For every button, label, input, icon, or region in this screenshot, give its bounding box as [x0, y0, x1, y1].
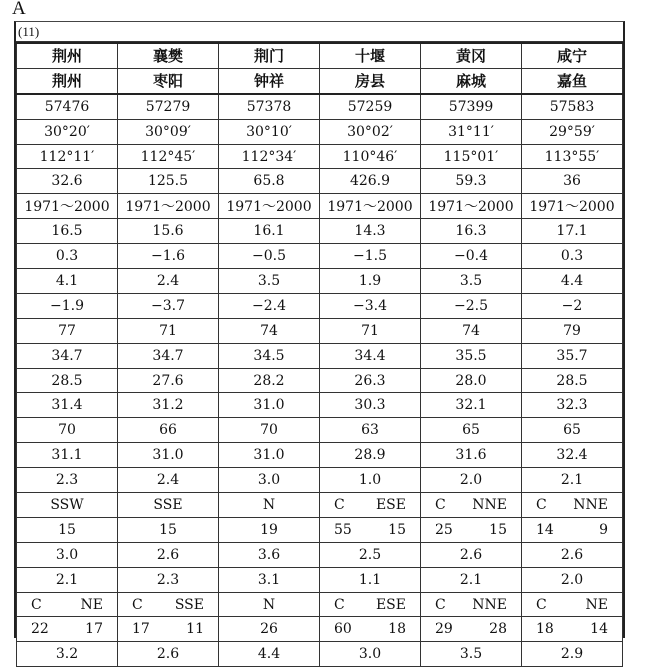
table-cell: −3.4: [320, 293, 421, 318]
table-cell: 1.1: [320, 567, 421, 592]
table-row: [17, 318, 623, 343]
table-cell: 57583: [522, 94, 623, 119]
table-cell: 30°20′: [17, 119, 118, 144]
table-cell: 麻城: [421, 68, 522, 93]
table-cell: C ESE: [320, 493, 421, 518]
table-cell: 31.6: [421, 443, 522, 468]
table-cell: 荆门: [219, 43, 320, 68]
table-cell: 77: [17, 318, 118, 343]
table-cell: 29°59′: [522, 119, 623, 144]
table-cell: −2.5: [421, 293, 522, 318]
table-cell: 31.0: [219, 443, 320, 468]
table-cell: 18 14: [522, 617, 623, 642]
table-cell: 71: [320, 318, 421, 343]
table-cell: 3.0: [320, 642, 421, 667]
table-cell: 31.0: [219, 393, 320, 418]
table-cell: 30°10′: [219, 119, 320, 144]
table-cell: 27.6: [118, 368, 219, 393]
table-cell: 28.5: [522, 368, 623, 393]
table-cell: 115°01′: [421, 144, 522, 169]
table-cell: −0.5: [219, 244, 320, 269]
table-cell: 22 17: [17, 617, 118, 642]
table-cell: 32.4: [522, 443, 623, 468]
table-cell: 71: [118, 318, 219, 343]
table-row: [17, 343, 623, 368]
table-cell: 19: [219, 517, 320, 542]
table-cell: 28.2: [219, 368, 320, 393]
table-cell: −1.5: [320, 244, 421, 269]
table-cell: SSW: [17, 493, 118, 518]
table-row: [17, 43, 623, 68]
table-cell: 74: [421, 318, 522, 343]
table-cell: 36: [522, 169, 623, 194]
table-cell: 2.3: [17, 468, 118, 493]
table-cell: 57378: [219, 94, 320, 119]
table-row: [17, 592, 623, 617]
table-cell: 3.0: [219, 468, 320, 493]
table-row: [17, 194, 623, 219]
table-cell: 1.9: [320, 269, 421, 294]
table-cell: 襄樊: [118, 43, 219, 68]
table-cell: 31.2: [118, 393, 219, 418]
table-row: [17, 94, 623, 119]
table-row: [17, 144, 623, 169]
table-cell: −1.9: [17, 293, 118, 318]
table-cell: 17 11: [118, 617, 219, 642]
table-cell: 2.6: [118, 642, 219, 667]
table-cell: 4.1: [17, 269, 118, 294]
table-row: [17, 468, 623, 493]
table-row: [17, 68, 623, 93]
table-cell: 34.5: [219, 343, 320, 368]
table-cell: −1.6: [118, 244, 219, 269]
table-cell: 59.3: [421, 169, 522, 194]
table-cell: −0.4: [421, 244, 522, 269]
table-cell: 0.3: [522, 244, 623, 269]
table-row: [17, 567, 623, 592]
table-cell: 74: [219, 318, 320, 343]
table-cell: 426.9: [320, 169, 421, 194]
table-cell: 1971～2000: [320, 194, 421, 219]
table-cell: 32.6: [17, 169, 118, 194]
table-row: [17, 368, 623, 393]
table-cell: 57476: [17, 94, 118, 119]
table-cell: 4.4: [219, 642, 320, 667]
table-cell: 2.4: [118, 468, 219, 493]
table-cell: 30°02′: [320, 119, 421, 144]
table-cell: 1.0: [320, 468, 421, 493]
climate-table-frame: [14, 21, 625, 663]
table-cell: 125.5: [118, 169, 219, 194]
table-cell: 65.8: [219, 169, 320, 194]
table-cell: 15.6: [118, 219, 219, 244]
table-cell: 14.3: [320, 219, 421, 244]
table-row: [17, 542, 623, 567]
table-cell: 65: [421, 418, 522, 443]
table-cell: 57259: [320, 94, 421, 119]
table-cell: 1971～2000: [421, 194, 522, 219]
table-cell: 2.5: [320, 542, 421, 567]
table-cell: 3.0: [17, 542, 118, 567]
table-cell: 34.7: [118, 343, 219, 368]
table-cell: 35.5: [421, 343, 522, 368]
table-number: (11): [16, 22, 623, 42]
table-cell: −2: [522, 293, 623, 318]
table-cell: 枣阳: [118, 68, 219, 93]
table-row: [17, 219, 623, 244]
table-cell: 3.5: [219, 269, 320, 294]
table-cell: 钟祥: [219, 68, 320, 93]
table-cell: 113°55′: [522, 144, 623, 169]
table-cell: 34.4: [320, 343, 421, 368]
table-cell: 咸宁: [522, 43, 623, 68]
table-cell: 31.4: [17, 393, 118, 418]
table-cell: C ESE: [320, 592, 421, 617]
table-cell: 3.1: [219, 567, 320, 592]
table-cell: 荆州: [17, 68, 118, 93]
table-cell: 嘉鱼: [522, 68, 623, 93]
table-cell: 2.6: [118, 542, 219, 567]
table-cell: 65: [522, 418, 623, 443]
table-row: [17, 418, 623, 443]
table-row: [17, 443, 623, 468]
table-row: [17, 393, 623, 418]
table-cell: 2.6: [421, 542, 522, 567]
table-cell: 112°45′: [118, 144, 219, 169]
table-cell: 32.3: [522, 393, 623, 418]
table-cell: 荆州: [17, 43, 118, 68]
table-cell: 3.2: [17, 642, 118, 667]
table-cell: 57279: [118, 94, 219, 119]
table-cell: 2.0: [522, 567, 623, 592]
table-cell: 16.1: [219, 219, 320, 244]
table-cell: −3.7: [118, 293, 219, 318]
climate-table: [16, 42, 623, 667]
table-cell: C NNE: [421, 493, 522, 518]
table-cell: 112°11′: [17, 144, 118, 169]
table-cell: 30.3: [320, 393, 421, 418]
table-cell: 十堰: [320, 43, 421, 68]
table-cell: 66: [118, 418, 219, 443]
table-cell: SSE: [118, 493, 219, 518]
table-cell: C NNE: [522, 493, 623, 518]
corner-label: A: [12, 0, 26, 19]
table-cell: 25 15: [421, 517, 522, 542]
table-row: [17, 642, 623, 667]
table-cell: 112°34′: [219, 144, 320, 169]
table-cell: 15: [118, 517, 219, 542]
table-cell: 2.3: [118, 567, 219, 592]
table-cell: 29 28: [421, 617, 522, 642]
table-row: [17, 269, 623, 294]
table-cell: 2.0: [421, 468, 522, 493]
table-cell: 35.7: [522, 343, 623, 368]
table-cell: 0.3: [17, 244, 118, 269]
table-cell: 55 15: [320, 517, 421, 542]
table-cell: 110°46′: [320, 144, 421, 169]
table-cell: 60 18: [320, 617, 421, 642]
table-cell: 28.5: [17, 368, 118, 393]
table-cell: C SSE: [118, 592, 219, 617]
table-cell: N: [219, 493, 320, 518]
table-cell: 1971～2000: [219, 194, 320, 219]
table-row: [17, 293, 623, 318]
table-cell: 4.4: [522, 269, 623, 294]
table-cell: N: [219, 592, 320, 617]
table-cell: 70: [219, 418, 320, 443]
table-cell: 2.1: [522, 468, 623, 493]
table-cell: 31°11′: [421, 119, 522, 144]
table-row: [17, 517, 623, 542]
table-cell: 17.1: [522, 219, 623, 244]
table-cell: 57399: [421, 94, 522, 119]
table-cell: 15: [17, 517, 118, 542]
table-cell: 2.1: [17, 567, 118, 592]
table-cell: 63: [320, 418, 421, 443]
table-cell: 28.0: [421, 368, 522, 393]
table-row: [17, 169, 623, 194]
table-cell: 3.6: [219, 542, 320, 567]
table-row: [17, 617, 623, 642]
table-cell: 32.1: [421, 393, 522, 418]
table-cell: C NE: [17, 592, 118, 617]
climate-table-body: [17, 43, 623, 667]
table-cell: 14 9: [522, 517, 623, 542]
table-cell: 2.1: [421, 567, 522, 592]
table-cell: 79: [522, 318, 623, 343]
table-cell: 2.6: [522, 542, 623, 567]
table-cell: 30°09′: [118, 119, 219, 144]
table-cell: 3.5: [421, 269, 522, 294]
table-cell: 黄冈: [421, 43, 522, 68]
table-cell: 34.7: [17, 343, 118, 368]
table-cell: 26: [219, 617, 320, 642]
table-row: [17, 119, 623, 144]
table-cell: 26.3: [320, 368, 421, 393]
table-cell: 28.9: [320, 443, 421, 468]
table-cell: 房县: [320, 68, 421, 93]
table-row: [17, 244, 623, 269]
table-cell: 1971～2000: [522, 194, 623, 219]
table-cell: 3.5: [421, 642, 522, 667]
table-cell: 1971～2000: [17, 194, 118, 219]
table-cell: 16.3: [421, 219, 522, 244]
table-row: [17, 493, 623, 518]
table-cell: C NE: [522, 592, 623, 617]
table-cell: 70: [17, 418, 118, 443]
table-cell: C NNE: [421, 592, 522, 617]
table-cell: 2.4: [118, 269, 219, 294]
table-cell: 2.9: [522, 642, 623, 667]
table-cell: 1971～2000: [118, 194, 219, 219]
table-cell: 16.5: [17, 219, 118, 244]
table-cell: 31.0: [118, 443, 219, 468]
table-cell: −2.4: [219, 293, 320, 318]
table-cell: 31.1: [17, 443, 118, 468]
